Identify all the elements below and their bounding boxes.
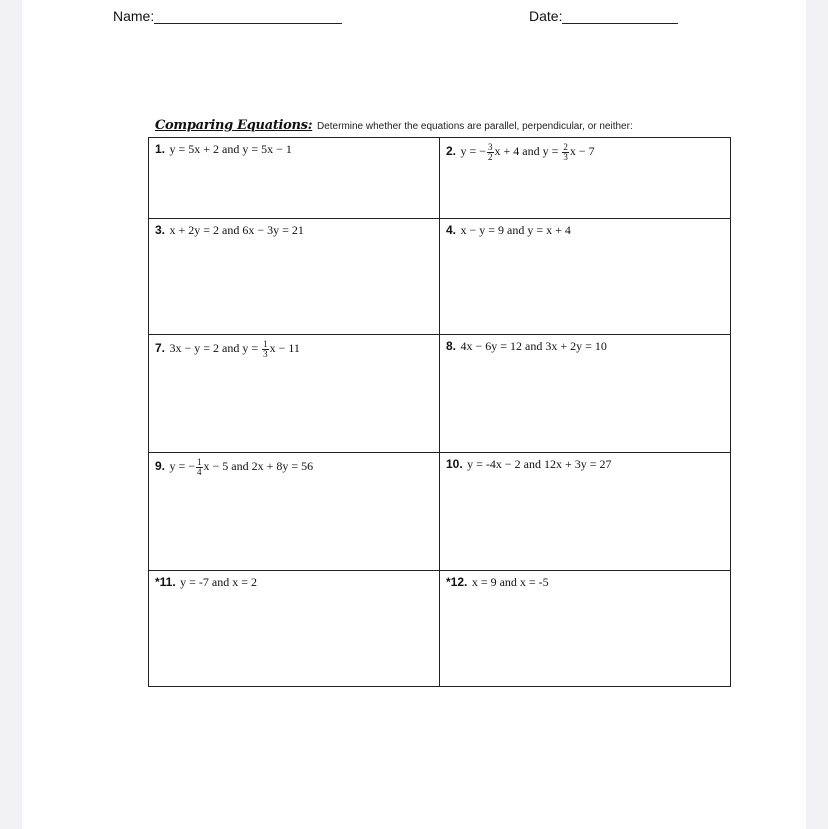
problem-cell-4 [440, 219, 731, 335]
problem-number: 2. [446, 144, 457, 158]
fraction: $\frac{1}{3}$ [263, 338, 268, 359]
problem-text: y = -7 and x = 2 [180, 575, 258, 589]
problem-number: *12. [446, 575, 468, 589]
name-blank-line [154, 9, 342, 24]
fraction: $\frac{2}{3}$ [563, 141, 568, 162]
problem-cell-2 [440, 138, 731, 219]
date-label: Date: [529, 8, 563, 24]
problem-number: 1. [155, 142, 166, 156]
date-blank-line [562, 9, 678, 24]
problem-cell-7 [149, 335, 440, 453]
worksheet-title: Comparing Equations: [155, 118, 313, 133]
problem-cell-12 [440, 571, 731, 687]
name-field [113, 8, 342, 24]
problem-text: y = − $\frac{1}{4}$ x − 5 and 2x + 8y = 56 [169, 456, 314, 477]
date-field [529, 8, 678, 24]
fraction: $\frac{1}{4}$ [197, 456, 202, 477]
problem-text: x − y = 9 and y = x + 4 [460, 223, 571, 237]
problem-number: 9. [155, 459, 166, 473]
problem-number: 4. [446, 223, 457, 237]
problem-text: y = − $\frac{3}{2}$ x + 4 and y = $\frac{2}{3}$ x − 7 [460, 141, 595, 162]
problem-text: 4x − 6y = 12 and 3x + 2y = 10 [460, 339, 607, 353]
problem-number: 7. [155, 341, 166, 355]
problem-text: x = 9 and x = -5 [471, 575, 549, 589]
worksheet-instructions: Determine whether the equations are parallel, perpendicular, or neither: [316, 121, 633, 132]
problem-cell-8 [440, 335, 731, 453]
problem-cell-11 [149, 571, 440, 687]
name-label: Name: [113, 8, 155, 24]
problem-cell-3 [149, 219, 440, 335]
problem-number: *11. [155, 575, 176, 589]
problem-text: 3x − y = 2 and y = $\frac{1}{3}$ x − 11 [169, 338, 300, 359]
problem-text: y = 5x + 2 and y = 5x − 1 [169, 142, 292, 156]
problem-number: 8. [446, 339, 457, 353]
problem-cell-9 [149, 453, 440, 571]
worksheet-heading [155, 118, 755, 133]
fraction: $\frac{3}{2}$ [488, 141, 493, 162]
problem-cell-1 [149, 138, 440, 219]
problem-text: y = -4x − 2 and 12x + 3y = 27 [467, 457, 612, 471]
problem-number: 3. [155, 223, 166, 237]
problem-grid [148, 137, 731, 687]
problem-text: x + 2y = 2 and 6x − 3y = 21 [169, 223, 304, 237]
problem-number: 10. [446, 457, 463, 471]
problem-cell-10 [440, 453, 731, 571]
